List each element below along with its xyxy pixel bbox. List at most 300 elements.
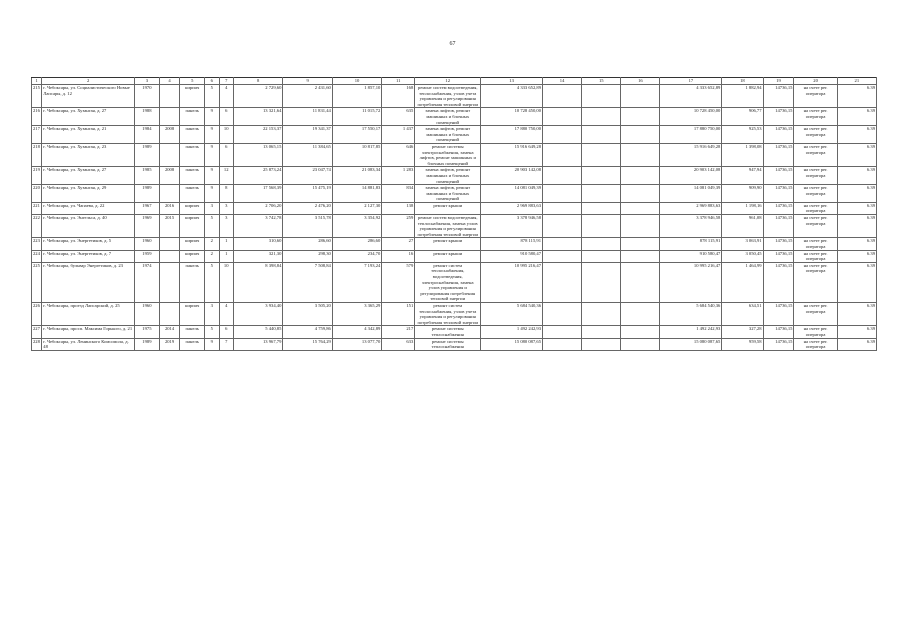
living-area-cell: 3 515,78 [283, 215, 332, 238]
year-renovated-cell [159, 85, 180, 108]
cost-cell: 910 580,47 [481, 250, 543, 262]
wall-material-cell: кирпич [180, 302, 205, 325]
work-type-cell: ремонт системы электроснабжения, замена лифтов, ремонт машинных и блочных помещений [415, 143, 481, 166]
column-number: 7 [219, 78, 233, 85]
address-cell: г. Чебоксары, ул. Социалистического Новые Лапсары, д. 12 [42, 85, 135, 108]
address-cell: г. Чебоксары, ул. Энергетиков, д. 7 [42, 250, 135, 262]
table-row [32, 126, 877, 144]
unit-cost-cell: 925,53 [722, 126, 763, 144]
empty-cell [621, 215, 660, 238]
table-row [32, 108, 877, 126]
empty-cell [543, 215, 582, 238]
column-number: 21 [837, 78, 876, 85]
funding-source-cell: на счете рег. оператора [794, 185, 837, 203]
empty-cell [582, 167, 621, 185]
wall-material-cell: панель [180, 338, 205, 350]
empty-cell [621, 185, 660, 203]
floors-cell: 3 [205, 302, 219, 325]
column-number: 2 [42, 78, 135, 85]
empty-cell [582, 250, 621, 262]
column-number: 5 [180, 78, 205, 85]
limit-cost-cell: 14736,15 [763, 238, 794, 250]
work-type-cell: замена лифтов, ремонт машинных и блочных помещений [415, 167, 481, 185]
residents-cell: 635 [382, 108, 415, 126]
empty-cell [621, 108, 660, 126]
floors-cell: 3 [205, 202, 219, 214]
living-area-cell: 23 047,74 [283, 167, 332, 185]
empty-cell [621, 143, 660, 166]
fund-cost-cell: 15 080 087,65 [660, 338, 722, 350]
total-area-cell: 17 568,39 [233, 185, 282, 203]
floors-cell: 5 [205, 326, 219, 338]
column-number: 8 [233, 78, 282, 85]
entrances-cell: 1 [219, 250, 233, 262]
living-area-cell: 286,60 [283, 238, 332, 250]
owned-area-cell: 17 550,17 [332, 126, 381, 144]
owned-area-cell: 286,60 [332, 238, 381, 250]
unit-cost-cell: 961,08 [722, 215, 763, 238]
empty-cell [582, 202, 621, 214]
row-number: 228 [32, 338, 42, 350]
funding-source-cell: на счете рег. оператора [794, 167, 837, 185]
living-area-cell: 2 431,60 [283, 85, 332, 108]
completion-cell: 6.39 [837, 250, 876, 262]
limit-cost-cell: 14736,15 [763, 302, 794, 325]
wall-material-cell: кирпич [180, 202, 205, 214]
empty-cell [543, 250, 582, 262]
address-cell: г. Чебоксары, ул. Энергетиков, д. 5 [42, 238, 135, 250]
cost-cell: 14 081 049,39 [481, 185, 543, 203]
empty-cell [543, 238, 582, 250]
cost-cell: 4 333 652,89 [481, 85, 543, 108]
entrances-cell: 7 [219, 338, 233, 350]
entrances-cell: 10 [219, 262, 233, 302]
cost-cell: 10 728 450,00 [481, 108, 543, 126]
empty-cell [582, 143, 621, 166]
cost-cell: 17 880 750,00 [481, 126, 543, 144]
empty-cell [543, 202, 582, 214]
fund-cost-cell: 3 378 946,58 [660, 215, 722, 238]
wall-material-cell: панель [180, 126, 205, 144]
empty-cell [621, 250, 660, 262]
total-area-cell: 22 153,37 [233, 126, 282, 144]
row-number: 225 [32, 262, 42, 302]
work-type-cell: замена лифтов, ремонт машинных и блочных помещений [415, 108, 481, 126]
owned-area-cell: 10 817,85 [332, 143, 381, 166]
empty-cell [621, 262, 660, 302]
empty-cell [582, 262, 621, 302]
row-number: 226 [32, 302, 42, 325]
cost-cell: 15 916 649,28 [481, 143, 543, 166]
year-built-cell: 1970 [135, 85, 160, 108]
table-row [32, 250, 877, 262]
completion-cell: 6.39 [837, 326, 876, 338]
year-renovated-cell: 2008 [159, 167, 180, 185]
owned-area-cell: 4 342,89 [332, 326, 381, 338]
column-number: 4 [159, 78, 180, 85]
row-number: 227 [32, 326, 42, 338]
empty-cell [543, 185, 582, 203]
floors-cell: 5 [205, 85, 219, 108]
owned-area-cell: 7 193,24 [332, 262, 381, 302]
table-row [32, 143, 877, 166]
completion-cell: 6.39 [837, 302, 876, 325]
cost-cell: 20 903 142,08 [481, 167, 543, 185]
address-cell: г. Чебоксары, проезд Лапсарский, д. 25 [42, 302, 135, 325]
living-area-cell: 19 341,37 [283, 126, 332, 144]
funding-source-cell: на счете рег. оператора [794, 250, 837, 262]
column-number-row [32, 78, 877, 85]
work-type-cell: ремонт крыши [415, 202, 481, 214]
empty-cell [582, 238, 621, 250]
column-number: 3 [135, 78, 160, 85]
empty-cell [582, 326, 621, 338]
year-built-cell: 1985 [135, 167, 160, 185]
unit-cost-cell: 1 882,94 [722, 85, 763, 108]
row-number: 216 [32, 108, 42, 126]
floors-cell: 5 [205, 262, 219, 302]
floors-cell: 5 [205, 215, 219, 238]
entrances-cell: 4 [219, 85, 233, 108]
empty-cell [582, 302, 621, 325]
column-number: 6 [205, 78, 219, 85]
floors-cell: 9 [205, 143, 219, 166]
year-built-cell: 1969 [135, 215, 160, 238]
limit-cost-cell: 14736,15 [763, 108, 794, 126]
total-area-cell: 310,60 [233, 238, 282, 250]
work-type-cell: замена лифтов, ремонт машинных и блочных помещений [415, 126, 481, 144]
year-built-cell: 1959 [135, 250, 160, 262]
column-number: 11 [382, 78, 415, 85]
year-renovated-cell: 2014 [159, 326, 180, 338]
limit-cost-cell: 14736,15 [763, 185, 794, 203]
year-built-cell: 1960 [135, 238, 160, 250]
empty-cell [582, 108, 621, 126]
limit-cost-cell: 14736,15 [763, 326, 794, 338]
residents-cell: 633 [382, 338, 415, 350]
entrances-cell: 3 [219, 202, 233, 214]
limit-cost-cell: 14736,15 [763, 215, 794, 238]
column-number: 14 [543, 78, 582, 85]
year-built-cell: 1989 [135, 338, 160, 350]
entrances-cell: 4 [219, 302, 233, 325]
empty-cell [621, 126, 660, 144]
fund-cost-cell: 20 903 142,08 [660, 167, 722, 185]
empty-cell [621, 167, 660, 185]
living-area-cell: 4 759,86 [283, 326, 332, 338]
year-renovated-cell: 2008 [159, 126, 180, 144]
work-type-cell: замена лифтов, ремонт машинных и блочных помещений [415, 185, 481, 203]
column-number: 9 [283, 78, 332, 85]
year-renovated-cell [159, 302, 180, 325]
floors-cell: 9 [205, 338, 219, 350]
year-renovated-cell [159, 185, 180, 203]
page-number: 67 [449, 41, 456, 47]
cost-cell: 3 378 946,58 [481, 215, 543, 238]
residents-cell: 834 [382, 185, 415, 203]
owned-area-cell: 234,70 [332, 250, 381, 262]
address-cell: г. Чебоксары, ул. Хузангая, д. 21 [42, 126, 135, 144]
column-number: 10 [332, 78, 381, 85]
empty-cell [582, 85, 621, 108]
funding-source-cell: на счете рег. оператора [794, 202, 837, 214]
year-renovated-cell [159, 108, 180, 126]
living-area-cell: 11 384,65 [283, 143, 332, 166]
empty-cell [543, 126, 582, 144]
total-area-cell: 13 967,79 [233, 338, 282, 350]
limit-cost-cell: 14736,15 [763, 338, 794, 350]
cost-cell: 10 995 216,47 [481, 262, 543, 302]
living-area-cell: 15 475,19 [283, 185, 332, 203]
year-renovated-cell: 2015 [159, 215, 180, 238]
address-cell: г. Чебоксары, ул. Ленинского Комсомола, д. 48 [42, 338, 135, 350]
row-number: 220 [32, 185, 42, 203]
column-number: 16 [621, 78, 660, 85]
year-renovated-cell [159, 262, 180, 302]
residents-cell: 168 [382, 85, 415, 108]
address-cell: г. Чебоксары, ул. Энгельса, д. 40 [42, 215, 135, 238]
empty-cell [621, 238, 660, 250]
total-area-cell: 13 321,64 [233, 108, 282, 126]
empty-cell [582, 126, 621, 144]
limit-cost-cell: 14736,15 [763, 167, 794, 185]
unit-cost-cell: 3 063,91 [722, 238, 763, 250]
residents-cell: 646 [382, 143, 415, 166]
completion-cell: 6.39 [837, 143, 876, 166]
fund-cost-cell: 1 492 242,93 [660, 326, 722, 338]
entrances-cell: 6 [219, 326, 233, 338]
completion-cell: 6.39 [837, 215, 876, 238]
wall-material-cell: кирпич [180, 238, 205, 250]
entrances-cell: 1 [219, 238, 233, 250]
row-number: 217 [32, 126, 42, 144]
total-area-cell: 13 065,15 [233, 143, 282, 166]
table-row [32, 202, 877, 214]
empty-cell [621, 302, 660, 325]
row-number: 224 [32, 250, 42, 262]
table-row [32, 167, 877, 185]
funding-source-cell: на счете рег. оператора [794, 262, 837, 302]
column-number: 20 [794, 78, 837, 85]
total-area-cell: 25 873,24 [233, 167, 282, 185]
owned-area-cell: 3 365,29 [332, 302, 381, 325]
living-area-cell: 2 476,20 [283, 202, 332, 214]
empty-cell [543, 108, 582, 126]
wall-material-cell: кирпич [180, 250, 205, 262]
entrances-cell: 12 [219, 167, 233, 185]
table-row [32, 338, 877, 350]
total-area-cell: 3 742,78 [233, 215, 282, 238]
year-renovated-cell [159, 143, 180, 166]
entrances-cell: 3 [219, 215, 233, 238]
year-renovated-cell [159, 238, 180, 250]
year-built-cell: 1967 [135, 202, 160, 214]
fund-cost-cell: 10 728 450,00 [660, 108, 722, 126]
year-built-cell: 1989 [135, 143, 160, 166]
living-area-cell: 3 505,20 [283, 302, 332, 325]
cost-cell: 878 115,91 [481, 238, 543, 250]
column-number: 15 [582, 78, 621, 85]
work-type-cell: ремонт систем теплоснабжения, водоотведения, электроснабжения, замена узлов управления и регулирования потребления тепловой энергии [415, 262, 481, 302]
column-number: 1 [32, 78, 42, 85]
entrances-cell: 6 [219, 143, 233, 166]
year-renovated-cell [159, 250, 180, 262]
row-number: 219 [32, 167, 42, 185]
total-area-cell: 3 934,40 [233, 302, 282, 325]
year-built-cell: 1984 [135, 126, 160, 144]
owned-area-cell: 21 083,34 [332, 167, 381, 185]
year-renovated-cell: 2019 [159, 338, 180, 350]
fund-cost-cell: 14 081 049,39 [660, 185, 722, 203]
total-area-cell: 321,30 [233, 250, 282, 262]
total-area-cell: 5 440,85 [233, 326, 282, 338]
empty-cell [582, 185, 621, 203]
residents-cell: 16 [382, 250, 415, 262]
cost-cell: 2 969 883,63 [481, 202, 543, 214]
residents-cell: 138 [382, 202, 415, 214]
table-row [32, 215, 877, 238]
cost-cell: 1 492 242,93 [481, 326, 543, 338]
unit-cost-cell: 1 398,08 [722, 143, 763, 166]
column-number: 17 [660, 78, 722, 85]
wall-material-cell: кирпич [180, 215, 205, 238]
residents-cell: 27 [382, 238, 415, 250]
living-area-cell: 7 508,84 [283, 262, 332, 302]
wall-material-cell: панель [180, 143, 205, 166]
funding-source-cell: на счете рег. оператора [794, 126, 837, 144]
empty-cell [543, 338, 582, 350]
owned-area-cell: 3 354,92 [332, 215, 381, 238]
funding-source-cell: на счете рег. оператора [794, 238, 837, 250]
owned-area-cell: 2 127,30 [332, 202, 381, 214]
table-row [32, 326, 877, 338]
table-row [32, 85, 877, 108]
owned-area-cell: 11 015,72 [332, 108, 381, 126]
empty-cell [621, 202, 660, 214]
empty-cell [621, 85, 660, 108]
entrances-cell: 6 [219, 108, 233, 126]
empty-cell [621, 326, 660, 338]
address-cell: г. Чебоксары, ул. Чапаева, д. 22 [42, 202, 135, 214]
residents-cell: 1 437 [382, 126, 415, 144]
floors-cell: 9 [205, 108, 219, 126]
floors-cell: 2 [205, 238, 219, 250]
fund-cost-cell: 910 580,47 [660, 250, 722, 262]
year-built-cell: 1988 [135, 108, 160, 126]
work-type-cell: ремонт систем водоотведения, теплоснабжения, замена узлов управления и регулирования потребления тепловой энергии [415, 215, 481, 238]
address-cell: г. Чебоксары, ул. Хузангая, д. 29 [42, 185, 135, 203]
entrances-cell: 10 [219, 126, 233, 144]
year-built-cell: 1960 [135, 302, 160, 325]
cost-cell: 15 080 087,65 [481, 338, 543, 350]
row-number: 223 [32, 238, 42, 250]
completion-cell: 6.39 [837, 108, 876, 126]
address-cell: г. Чебоксары, ул. Хузангая, д. 23 [42, 143, 135, 166]
total-area-cell: 2 706,20 [233, 202, 282, 214]
row-number: 218 [32, 143, 42, 166]
work-type-cell: ремонт систем водоотведения, теплоснабжения, узлов учета управления и регулирования потребления тепловой энергии [415, 85, 481, 108]
limit-cost-cell: 14736,15 [763, 262, 794, 302]
completion-cell: 6.39 [837, 338, 876, 350]
fund-cost-cell: 4 333 652,89 [660, 85, 722, 108]
residents-cell: 217 [382, 326, 415, 338]
unit-cost-cell: 909,90 [722, 185, 763, 203]
fund-cost-cell: 10 995 216,47 [660, 262, 722, 302]
empty-cell [621, 338, 660, 350]
wall-material-cell: панель [180, 167, 205, 185]
row-number: 221 [32, 202, 42, 214]
table-row [32, 238, 877, 250]
funding-source-cell: на счете рег. оператора [794, 326, 837, 338]
empty-cell [543, 143, 582, 166]
address-cell: г. Чебоксары, бульвар Энергетиков, д. 23 [42, 262, 135, 302]
completion-cell: 6.39 [837, 202, 876, 214]
funding-source-cell: на счете рег. оператора [794, 85, 837, 108]
table-row [32, 302, 877, 325]
fund-cost-cell: 2 969 883,63 [660, 202, 722, 214]
entrances-cell: 8 [219, 185, 233, 203]
unit-cost-cell: 1 198,16 [722, 202, 763, 214]
address-cell: г. Чебоксары, ул. Хузангая, д. 27 [42, 108, 135, 126]
living-area-cell: 15 764,29 [283, 338, 332, 350]
year-renovated-cell: 2016 [159, 202, 180, 214]
empty-cell [543, 302, 582, 325]
work-type-cell: ремонт систем теплоснабжения, узлов учета управления и регулирования потребления тепловой энергии [415, 302, 481, 325]
completion-cell: 6.39 [837, 167, 876, 185]
empty-cell [582, 338, 621, 350]
column-number: 12 [415, 78, 481, 85]
unit-cost-cell: 3 050,45 [722, 250, 763, 262]
empty-cell [543, 326, 582, 338]
unit-cost-cell: 947,94 [722, 167, 763, 185]
table-row [32, 185, 877, 203]
cost-cell: 5 684 540,36 [481, 302, 543, 325]
total-area-cell: 2 729,60 [233, 85, 282, 108]
unit-cost-cell: 634,51 [722, 302, 763, 325]
table-row [32, 262, 877, 302]
funding-source-cell: на счете рег. оператора [794, 215, 837, 238]
year-built-cell: 1975 [135, 326, 160, 338]
funding-source-cell: на счете рег. оператора [794, 302, 837, 325]
work-type-cell: ремонт крыши [415, 238, 481, 250]
empty-cell [582, 215, 621, 238]
living-area-cell: 11 831,44 [283, 108, 332, 126]
completion-cell: 6.39 [837, 185, 876, 203]
wall-material-cell: панель [180, 185, 205, 203]
column-number: 13 [481, 78, 543, 85]
floors-cell: 9 [205, 185, 219, 203]
funding-source-cell: на счете рег. оператора [794, 143, 837, 166]
address-cell: г. Чебоксары, просп. Максима Горького, д. 21 [42, 326, 135, 338]
completion-cell: 6.39 [837, 85, 876, 108]
empty-cell [543, 167, 582, 185]
year-built-cell: 1989 [135, 185, 160, 203]
row-number: 222 [32, 215, 42, 238]
wall-material-cell: кирпич [180, 85, 205, 108]
total-area-cell: 8 398,84 [233, 262, 282, 302]
fund-cost-cell: 15 916 649,28 [660, 143, 722, 166]
unit-cost-cell: 906,77 [722, 108, 763, 126]
unit-cost-cell: 959,58 [722, 338, 763, 350]
floors-cell: 2 [205, 250, 219, 262]
wall-material-cell: панель [180, 326, 205, 338]
owned-area-cell: 14 881,83 [332, 185, 381, 203]
funding-source-cell: на счете рег. оператора [794, 338, 837, 350]
row-number: 215 [32, 85, 42, 108]
residents-cell: 259 [382, 215, 415, 238]
owned-area-cell: 13 077,70 [332, 338, 381, 350]
limit-cost-cell: 14736,15 [763, 202, 794, 214]
